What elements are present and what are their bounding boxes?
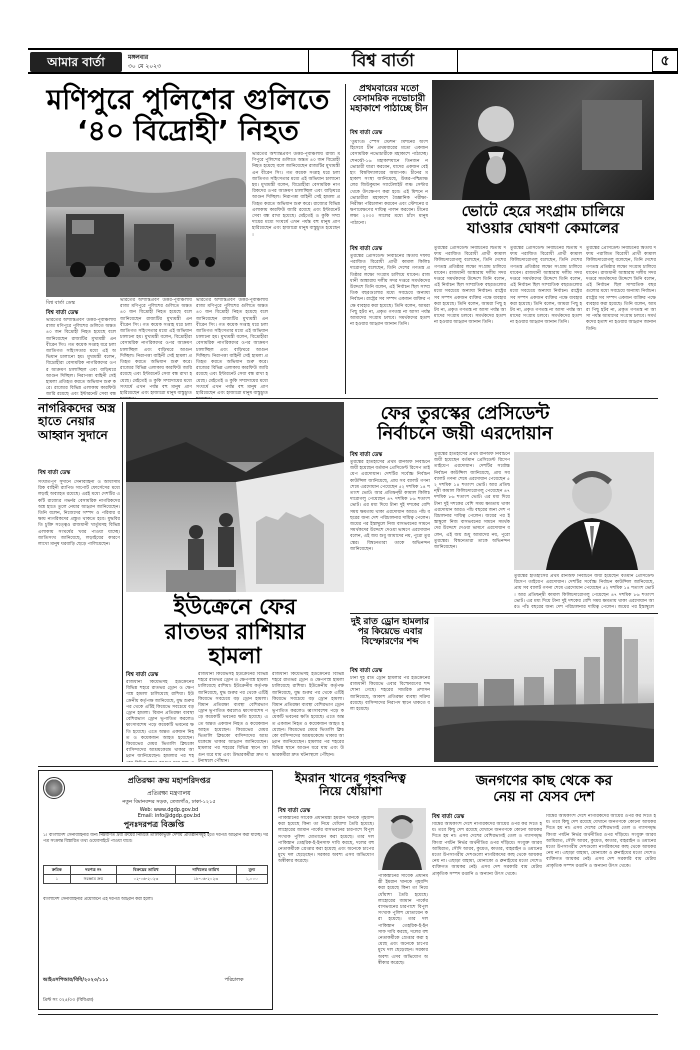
manipur-body-col1: ভারতের অশান্তিপ্রবণ উত্তর-পূর্বাঞ্চলীয় রাজ্য মণিপুরে পুলিশের গুলিতে অন্তত ৪০ জন বিদ্রোহী নিহত হয়েছে বলে জানিয়েছেন রাজ্যটির মুখ্যমন্ত্রী এন বীরেন সিং। গত কয়েক সপ্তাহ ধরে চলা জাতিগত সহিংসতার মধ্যে এই অভিযান চালানো হয়। মুখ্যমন্ত্রী বলেন, বিদ্রোহীরা বেসামরিক নাগরিকদের ওপর আক্রমণ চালাচ্ছিল এবং বাড়িঘরে আগুন দিচ্ছিল। নিরাপত্তা বাহিনী সেই হামলা প্রতিহত করতে অভিযান শুরু করে। রাজ্যের বিভিন্ন এলাকায় কারফিউ জারি রয়েছে এবং ইন্টারনেট সেবা বন্ধ (46, 318, 116, 398)
ad-table-row (44, 875, 268, 884)
section-title (308, 50, 458, 72)
ukraine-rubble-graphic (126, 402, 344, 592)
ad-footer: বাংলাদেশ সেনাবাহিনীর প্রয়োজনে এই দরপত্র আহ্বান করা হলো। (43, 897, 154, 902)
ukraine-headline-line1: ইউক্রেনে ফের (173, 595, 297, 620)
kemal-body-col2: তুরস্কের প্রেসিডেন্ট নির্বাচনের দ্বিতীয় দফায় পরাজিত বিরোধী প্রার্থী কামাল কিলিচদারোগলু বলেছেন, তিনি দেশের গণতন্ত্র প্রতিষ্ঠার লক্ষ্যে সংগ্রাম চালিয়ে যাবেন। রাজধানী আঙ্কারায় দলীয় সদর দপ্তরে সমর্থকদের উদ্দেশে তিনি বলেন, এই নির্বাচন ছিল সাম্প্রতিক বছরগুলোর মধ্যে সবচেয়ে অন্যায্য নির্বাচন। রাষ্ট্রের সব সম্পদ একজন ব্যক্তির পক্ষে ব্যবহার করা হয়েছে। তিনি বলেন, আমরা পিছু হটব না, প্রকৃত গণতন্ত্র না আসা পর্যন্ত আমাদের সংগ্রাম চলবে। সমর্থকদের হতাশ না হওয়ার আহ্বান জানান তিনি। (434, 246, 506, 326)
ad-org: প্রতিরক্ষা ক্রয় মহাপরিদপ্তর (127, 776, 211, 785)
kemal-body-col3: তুরস্কের প্রেসিডেন্ট নির্বাচনের দ্বিতীয় দফায় পরাজিত বিরোধী প্রার্থী কামাল কিলিচদারোগলু বলেছেন, তিনি দেশের গণতন্ত্র প্রতিষ্ঠার লক্ষ্যে সংগ্রাম চালিয়ে যাবেন। রাজধানী আঙ্কারায় দলীয় সদর দপ্তরে সমর্থকদের উদ্দেশে তিনি বলেন, এই নির্বাচন ছিল সাম্প্রতিক বছরগুলোর মধ্যে সবচেয়ে অন্যায্য নির্বাচন। রাষ্ট্রের সব সম্পদ একজন ব্যক্তির পক্ষে ব্যবহার করা হয়েছে। তিনি বলেন, আমরা পিছু হটব না, প্রকৃত গণতন্ত্র না আসা পর্যন্ত আমাদের সংগ্রাম চলবে। সমর্থকদের হতাশ না হওয়ার আহ্বান জানান তিনি। (510, 246, 582, 326)
page-number-text: ৫ (660, 53, 670, 69)
manipur-headline-line1: মণিপুরে পুলিশের গুলিতে (46, 83, 330, 116)
tax-headline (432, 774, 656, 805)
kemal-headline-line2: যাওয়ার ঘোষণা কেমালের (466, 218, 620, 237)
divider-h2 (350, 613, 658, 614)
kemal-headline-line1: ভোটে হেরে সংগ্রাম চালিয়ে (461, 202, 625, 220)
divider-civilians (122, 402, 123, 762)
erdogan-photo (514, 452, 654, 570)
ad-body: ১। বাংলাদেশ সেনাবাহিনীর জন্য নিম্নবর্ণিত দ্রব্য ক্রয়ের নিমিত্তে তালিকাভুক্ত দেশীয় প্রতিষ্ঠানসমূহ হতে দরপত্র আহ্বান করা যাচ্ছে। দরপত্র সংক্রান্ত বিস্তারিত তথ্য ওয়েবসাইটে পাওয়া যাবে। (43, 833, 268, 845)
manipur-headline (38, 84, 338, 147)
civilians-body: সংঘাতপূর্ণ সুদানে সেনাবাহিনী ও আধাসামরিক বাহিনী র‌্যাপিড সাপোর্ট ফোর্সেসের মধ্যে লড়াই অব্যাহত রয়েছে। এরই মধ্যে দেশটির একটি রাজ্যের গভর্নর বেসামরিক নাগরিকদের অস্ত্র হাতে তুলে নেয়ার আহ্বান জানিয়েছেন। তিনি বলেন, নিজেদের সম্পদ ও পরিবার রক্ষায় নাগরিকদের প্রস্তুত থাকতে হবে। যুদ্ধবিরতি চুক্তি সত্ত্বেও রাজধানী খার্তুমসহ বিভিন্ন এলাকায় সংঘর্ষের খবর পাওয়া যাচ্ছে। জাতিসংঘ জানিয়েছে, লড়াইয়ের কারণে লাখো মানুষ ঘরবাড়ি ছেড়ে পালিয়েছেন। (38, 480, 120, 548)
china-headline: প্রথমবারের মতো বেসামরিক নভোচারী মহাকাশে পাঠাচ্ছে চীন (350, 84, 428, 115)
ad-th-2: দরপত্র নং (70, 866, 116, 875)
manipur-photo (46, 152, 246, 297)
logo-text: আমার বার্তা (47, 55, 105, 69)
tender-ad (38, 770, 273, 1010)
explosion-body: টানা দুই রাত ড্রোন হামলার পর ইউক্রেনের রাজধানী কিয়েভে এবার বিস্ফোরণের শব্দ শোনা গেছে। শহরের সামরিক প্রশাসন জানিয়েছে, আকাশ প্রতিরক্ষা ব্যবস্থা সক্রিয় রয়েছে। বাসিন্দাদের নিরাপদ স্থানে থাকতে বলা হয়েছে। (350, 676, 430, 713)
tax-headline-line2: নেয় না যেসব দেশ (493, 788, 595, 805)
erdogan-portrait-graphic (514, 452, 654, 570)
section-title-text: বিশ্ব বার্তা (351, 51, 415, 71)
ad-email[interactable]: Email: info@dgdp.gov.bd (137, 813, 201, 819)
date-day: মঙ্গলবার (128, 54, 149, 61)
page-number (652, 50, 678, 72)
city-photo (434, 617, 654, 762)
masthead-logo (30, 52, 122, 72)
ad-th-1: ক্রমিক (44, 866, 71, 875)
imran-body-col1: পাকিস্তানের সাবেক প্রধানমন্ত্রী ইমরান খানকে গৃহবন্দি করা হয়েছে কিনা তা নিয়ে ধোঁয়াশা তৈরি হয়েছে। লাহোরের জামান পার্কের বাসভবনের চারপাশে বিপুল সংখ্যক পুলিশ মোতায়েন করা হয়েছে। তার দল পাকিস্তান তেহরিক-ই-ইনসাফ দাবি করছে, দলের বহু নেতাকর্মীকে গ্রেপ্তার করা হয়েছে এবং অনেকে চাপের মুখে দল ছেড়েছেন। সরকার অবশ্য এসব অভিযোগ অস্বীকার করেছে। (278, 816, 374, 865)
page-bottom-rule (38, 1014, 658, 1015)
kemal-body-col1: তুরস্কের প্রেসিডেন্ট নির্বাচনের দ্বিতীয় দফায় পরাজিত বিরোধী প্রার্থী কামাল কিলিচদারোগলু বলেছেন, তিনি দেশের গণতন্ত্র প্রতিষ্ঠার লক্ষ্যে সংগ্রাম চালিয়ে যাবেন। রাজধানী আঙ্কারায় দলীয় সদর দপ্তরে সমর্থকদের উদ্দেশে তিনি বলেন, এই নির্বাচন ছিল সাম্প্রতিক বছরগুলোর মধ্যে সবচেয়ে অন্যায্য নির্বাচন। রাষ্ট্রের সব সম্পদ একজন ব্যক্তির পক্ষে ব্যবহার করা হয়েছে। তিনি বলেন, আমরা পিছু হটব না, প্রকৃত গণতন্ত্র না আসা পর্যন্ত আমাদের সংগ্রাম চলবে। সমর্থকদের হতাশ না হওয়ার আহ্বান জানান তিনি। (350, 254, 430, 328)
ad-ministry: প্রতিরক্ষা মন্ত্রণালয় (147, 790, 191, 797)
tax-byline: বিশ্ব বার্তা ডেস্ক (432, 814, 465, 820)
manipur-trucks-graphic (46, 152, 246, 297)
imran-headline-line1: ইমরান খানের গৃহবন্দিত্ব (295, 771, 406, 785)
explosion-headline: দুই রাত ড্রোন হামলার পর কিয়েভে এবার বিস্ফোরণের শব্দ (351, 617, 429, 648)
ad-address: নতুন বিমানবন্দর সড়ক, তেজগাঁও, ঢাকা-১২১৫ (122, 799, 216, 805)
manipur-byline: বিশ্ব বার্তা ডেস্ক (46, 310, 79, 316)
ad-web[interactable]: Web: www.dgdp.gov.bd (139, 807, 199, 813)
ad-print: প্রিন্ট সং ০২৫/০৩ (বিবিএম) (43, 998, 94, 1003)
manipur-photo-caption: বিশ্ব বার্তা ডেস্ক (46, 300, 75, 306)
kemal-photo (432, 80, 654, 200)
city-skyline-graphic (434, 617, 654, 762)
tax-headline-line1: জনগণের কাছ থেকে কর (475, 773, 613, 789)
kemal-headline (432, 203, 654, 237)
erdogan-headline-line1: ফের তুরস্কের প্রেসিডেন্ট (380, 403, 550, 424)
china-byline: বিশ্ব বার্তা ডেস্ক (350, 130, 383, 136)
kemal-portrait-graphic (432, 80, 654, 200)
ukraine-body-col1: রাজধানী কিয়েভসহ ইউক্রেনের বিভিন্ন শহরে রাতভর ড্রোন ও ক্ষেপণাস্ত্র হামলা চালিয়েছে রাশিয়া। ইউক্রেনীয় কর্তৃপক্ষ জানিয়েছে, যুদ্ধ শুরুর পর থেকে এটিই কিয়েভে সবচেয়ে বড় ড্রোন হামলা। বিমান প্রতিরক্ষা ব্যবস্থা বেশিরভাগ ড্রোন ভূপাতিত করলেও ধ্বংসাবশেষ পড়ে কয়েকটি ভবনের ক্ষতি হয়েছে। এতে অন্তত একজন নিহত ও কয়েকজন আহত হয়েছেন। কিয়েভের মেয়র ভিতালি ক্লিচকো বাসিন্দাদের আশ্রয়কেন্দ্রে থাকার আহ্বান জানিয়েছেন। হামলার পর শহ (126, 680, 194, 760)
kemal-byline: বিশ্ব বার্তা ডেস্ক (350, 246, 383, 252)
imran-byline: বিশ্ব বার্তা ডেস্ক (278, 808, 311, 814)
ad-table-header (44, 866, 268, 875)
ukraine-headline-line3: হামলা (208, 644, 262, 670)
date-text: ৩০ মে ২০২৩ (128, 63, 161, 70)
ukraine-photo (126, 402, 344, 592)
masthead-date (128, 53, 188, 71)
erdogan-headline (350, 404, 580, 444)
erdogan-body-col3: তুরস্কের ইতিহাসের প্রথম রানঅফ নির্বাচনে জয়ী হয়েছেন বর্তমান প্রেসিডেন্ট রিসেপ তাইয়েপ এরদোয়ান। দেশটির সর্বোচ্চ নির্বাচন কাউন্সিল জানিয়েছে, প্রায় সব ব্যালট গণনা শেষে এরদোয়ান পেয়েছেন ৫২ দশমিক ১৪ শতাংশ ভোট। আর প্রতিদ্বন্দ্বী কামাল কিলিচদারোগলু পেয়েছেন ৪৭ দশমিক ৮৬ শতাংশ ভোট। এর মধ্য দিয়ে টানা দুই দশকের বেশি সময় ক্ষমতায় থাকা এরদোয়ান আরও পাঁচ বছরের জন্য দেশ পরিচালনার দায়িত্ব পেলেন। জয়ের পর ইস্তাম্বুলে (514, 574, 654, 610)
ukraine-headline (126, 596, 344, 670)
explosion-byline: বিশ্ব বার্তা ডেস্ক (350, 668, 383, 674)
erdogan-byline: বিশ্ব বার্তা ডেস্ক (350, 452, 383, 458)
kemal-body-col4: তুরস্কের প্রেসিডেন্ট নির্বাচনের দ্বিতীয় দফায় পরাজিত বিরোধী প্রার্থী কামাল কিলিচদারোগলু বলেছেন, তিনি দেশের গণতন্ত্র প্রতিষ্ঠার লক্ষ্যে সংগ্রাম চালিয়ে যাবেন। রাজধানী আঙ্কারায় দলীয় সদর দপ্তরে সমর্থকদের উদ্দেশে তিনি বলেন, এই নির্বাচন ছিল সাম্প্রতিক বছরগুলোর মধ্যে সবচেয়ে অন্যায্য নির্বাচন। রাষ্ট্রের সব সম্পদ একজন ব্যক্তির পক্ষে ব্যবহার করা হয়েছে। তিনি বলেন, আমরা পিছু হটব না, প্রকৃত গণতন্ত্র না আসা পর্যন্ত আমাদের সংগ্রাম চলবে। সমর্থকদের হতাশ না হওয়ার আহ্বান জানান তিনি। (586, 246, 656, 332)
ad-td-4: ১৮-০৬-২০২৩ (175, 875, 236, 884)
divider-h1 (38, 398, 658, 399)
ukraine-headline-line2: রাতভর রাশিয়ার (164, 619, 306, 645)
ad-th-3: বিক্রয়ের তারিখ (117, 866, 176, 875)
erdogan-headline-line2: নির্বাচনে জয়ী এরদোয়ান (377, 423, 553, 445)
ad-td-2: সরঞ্জাম ক্রয় (70, 875, 116, 884)
tax-body-col2: বিশ্বের অধিকাংশ দেশে নাগরিকদের আয়ের ওপর কর দিতে হয়। তবে কিছু দেশ রয়েছে যেখানে জনগণকে কোনো আয়কর দিতে হয় না। এসব দেশের বেশিরভাগই তেল ও গ্যাসসমৃদ্ধ কিংবা পর্যটন নির্ভর অর্থনীতির ওপর দাঁড়িয়ে। সংযুক্ত আরব আমিরাত, সৌদি আরব, কুয়েত, কাতার, বাহরাইন ও ওমানের মতো উপসাগরীয় দেশগুলো নাগরিকদের কাছ থেকে আয়কর নেয় না। এছাড়া বাহামা, মোনাকো ও ব্রুনাইয়ের মতো দেশেও ব্যক্তিগত আয়কর নেই। এসব দেশ সরকারি ব্যয় মেটায় প্রাকৃতিক সম্পদ রপ্তানি ও অন্যান্য উৎস থেকে। (546, 814, 656, 869)
masthead-bar (28, 48, 678, 74)
china-body: ‘তুয়াংগু স্পেস স্টেশন’ মিশনের অংশ হিসেবে চীন প্রথমবারের মতো একজন বেসামরিক নভোচারীকে মহাকাশে পাঠাচ্ছে। শেনঝৌ-১৬ মহাকাশযানে তিনজন নভোচারী যাত্রা করবেন, যাদের একজন বেইহাং বিশ্ববিদ্যালয়ের অধ্যাপক। চীনের মহাকাশ সংস্থা জানিয়েছে, উত্তর-পশ্চিমাঞ্চলের জিউকুয়ান স্যাটেলাইট লঞ্চ সেন্টার থেকে উৎক্ষেপণ করা হবে। এই মিশনে নভোচারীরা মহাকাশে বৈজ্ঞানিক পরীক্ষা-নিরীক্ষা পরিচালনা করবেন এবং স্টেশনের রক্ষণাবেক্ষণের দায়িত্ব পালন করবেন। চীনের লক্ষ্য ২০৩০ সালের মধ্যে চাঁদে মানুষ পাঠানো। (350, 140, 428, 226)
civilians-byline: বিশ্ব বার্তা ডেস্ক (38, 470, 71, 476)
ad-th-5: মূল্য (236, 866, 267, 875)
manipur-body-col2: ভারতের অশান্তিপ্রবণ উত্তর-পূর্বাঞ্চলীয় রাজ্য মণিপুরে পুলিশের গুলিতে অন্তত ৪০ জন বিদ্রোহী নিহত হয়েছে বলে জানিয়েছেন রাজ্যটির মুখ্যমন্ত্রী এন বীরেন সিং। গত কয়েক সপ্তাহ ধরে চলা জাতিগত সহিংসতার মধ্যে এই অভিযান চালানো হয়। মুখ্যমন্ত্রী বলেন, বিদ্রোহীরা বেসামরিক নাগরিকদের ওপর আক্রমণ চালাচ্ছিল এবং বাড়িঘরে আগুন দিচ্ছিল। নিরাপত্তা বাহিনী সেই হামলা প্রতিহত করতে অভিযান শুরু করে। রাজ্যের বিভিন্ন এলাকায় কারফিউ জারি রয়েছে এবং ইন্টারনেট সেবা বন্ধ রাখা হয়েছে। মেইতেই ও কুকি সম্প্রদায়ের মধ্যে সংঘর্ষে এখন পর্যন্ত বহু মানুষ প্রাণ হারিয়েছেন এবং হাজারো মানুষ বাস্তুচ্যুত (120, 298, 192, 397)
manipur-body-col4: ভারতের অশান্তিপ্রবণ উত্তর-পূর্বাঞ্চলীয় রাজ্য মণিপুরে পুলিশের গুলিতে অন্তত ৪০ জন বিদ্রোহী নিহত হয়েছে বলে জানিয়েছেন রাজ্যটির মুখ্যমন্ত্রী এন বীরেন সিং। গত কয়েক সপ্তাহ ধরে চলা জাতিগত সহিংসতার মধ্যে এই অভিযান চালানো হয়। মুখ্যমন্ত্রী বলেন, বিদ্রোহীরা বেসামরিক নাগরিকদের ওপর আক্রমণ চালাচ্ছিল এবং বাড়িঘরে আগুন দিচ্ছিল। নিরাপত্তা বাহিনী সেই হামলা প্রতিহত করতে অভিযান শুরু করে। রাজ্যের বিভিন্ন এলাকায় কারফিউ জারি রয়েছে এবং ইন্টারনেট সেবা বন্ধ রাখা হয়েছে। মেইতেই ও কুকি সম্প্রদায়ের মধ্যে সংঘর্ষে এখন পর্যন্ত বহু মানুষ প্রাণ হারিয়েছেন এবং হাজারো মানুষ বাস্তুচ্যুত হয়েছেন। (252, 152, 340, 238)
imran-photo (378, 808, 426, 870)
ad-title: পুনঃদরপত্র বিজ্ঞপ্তি (99, 819, 209, 833)
divider-h3 (38, 766, 658, 767)
erdogan-body-col2: তুরস্কের ইতিহাসের প্রথম রানঅফ নির্বাচনে জয়ী হয়েছেন বর্তমান প্রেসিডেন্ট রিসেপ তাইয়েপ এরদোয়ান। দেশটির সর্বোচ্চ নির্বাচন কাউন্সিল জানিয়েছে, প্রায় সব ব্যালট গণনা শেষে এরদোয়ান পেয়েছেন ৫২ দশমিক ১৪ শতাংশ ভোট। আর প্রতিদ্বন্দ্বী কামাল কিলিচদারোগলু পেয়েছেন ৪৭ দশমিক ৮৬ শতাংশ ভোট। এর মধ্য দিয়ে টানা দুই দশকের বেশি সময় ক্ষমতায় থাকা এরদোয়ান আরও পাঁচ বছরের জন্য দেশ পরিচালনার দায়িত্ব পেলেন। জয়ের পর ইস্তাম্বুলে নিজ বাসভবনের সামনে সমর্থকদের উদ্দেশে দেওয়া ভাষণে এরদোয়ান বলেন, এই জয় শুধু আমাদের নয়, পুরো তুরস্কের। বিশ্বনেতারা তাকে অভিনন্দন জানিয়েছেন। (434, 452, 510, 551)
ukraine-byline: বিশ্ব বার্তা ডেস্ক (126, 672, 159, 678)
ad-td-5: ১,০০০ (236, 875, 267, 884)
manipur-body-col3: ভারতের অশান্তিপ্রবণ উত্তর-পূর্বাঞ্চলীয় রাজ্য মণিপুরে পুলিশের গুলিতে অন্তত ৪০ জন বিদ্রোহী নিহত হয়েছে বলে জানিয়েছেন রাজ্যটির মুখ্যমন্ত্রী এন বীরেন সিং। গত কয়েক সপ্তাহ ধরে চলা জাতিগত সহিংসতার মধ্যে এই অভিযান চালানো হয়। মুখ্যমন্ত্রী বলেন, বিদ্রোহীরা বেসামরিক নাগরিকদের ওপর আক্রমণ চালাচ্ছিল এবং বাড়িঘরে আগুন দিচ্ছিল। নিরাপত্তা বাহিনী সেই হামলা প্রতিহত করতে অভিযান শুরু করে। রাজ্যের বিভিন্ন এলাকায় কারফিউ জারি রয়েছে এবং ইন্টারনেট সেবা বন্ধ রাখা হয়েছে। মেইতেই ও কুকি সম্প্রদায়ের মধ্যে সংঘর্ষে এখন পর্যন্ত বহু মানুষ প্রাণ হারিয়েছেন এবং হাজারো মানুষ বাস্তুচ্যুত (196, 298, 268, 397)
ad-emblem-icon (43, 777, 65, 799)
ad-table (43, 865, 268, 884)
ad-sign: পরিচালক (224, 977, 244, 983)
ukraine-body-col2: রাজধানী কিয়েভসহ ইউক্রেনের বিভিন্ন শহরে রাতভর ড্রোন ও ক্ষেপণাস্ত্র হামলা চালিয়েছে রাশিয়া। ইউক্রেনীয় কর্তৃপক্ষ জানিয়েছে, যুদ্ধ শুরুর পর থেকে এটিই কিয়েভে সবচেয়ে বড় ড্রোন হামলা। বিমান প্রতিরক্ষা ব্যবস্থা বেশিরভাগ ড্রোন ভূপাতিত করলেও ধ্বংসাবশেষ পড়ে কয়েকটি ভবনের ক্ষতি হয়েছে। এতে অন্তত একজন নিহত ও কয়েকজন আহত হয়েছেন। কিয়েভের মেয়র ভিতালি ক্লিচকো বাসিন্দাদের আশ্রয়কেন্দ্রে থাকার আহ্বান জানিয়েছেন। হামলার পর শহরের বিভিন্ন স্থানে আগুন ধরে যায় এবং উদ্ধারকর্মীরা দ্রুত ঘটনাস্থলে পৌঁছান। (198, 672, 268, 762)
ad-td-1: ১ (44, 875, 71, 884)
manipur-headline-line2: ‘৪০ বিদ্রোহী’ নিহত (77, 114, 299, 148)
divider-col-right (345, 84, 346, 394)
ukraine-body-col3: রাজধানী কিয়েভসহ ইউক্রেনের বিভিন্ন শহরে রাতভর ড্রোন ও ক্ষেপণাস্ত্র হামলা চালিয়েছে রাশিয়া। ইউক্রেনীয় কর্তৃপক্ষ জানিয়েছে, যুদ্ধ শুরুর পর থেকে এটিই কিয়েভে সবচেয়ে বড় ড্রোন হামলা। বিমান প্রতিরক্ষা ব্যবস্থা বেশিরভাগ ড্রোন ভূপাতিত করলেও ধ্বংসাবশেষ পড়ে কয়েকটি ভবনের ক্ষতি হয়েছে। এতে অন্তত একজন নিহত ও কয়েকজন আহত হয়েছেন। কিয়েভের মেয়র ভিতালি ক্লিচকো বাসিন্দাদের আশ্রয়কেন্দ্রে থাকার আহ্বান জানিয়েছেন। হামলার পর শহরের বিভিন্ন স্থানে আগুন ধরে যায় এবং উদ্ধারকর্মীরা দ্রুত ঘটনাস্থলে পৌঁছান। (272, 672, 344, 758)
imran-headline (278, 772, 423, 799)
tax-body-col1: বিশ্বের অধিকাংশ দেশে নাগরিকদের আয়ের ওপর কর দিতে হয়। তবে কিছু দেশ রয়েছে যেখানে জনগণকে কোনো আয়কর দিতে হয় না। এসব দেশের বেশিরভাগই তেল ও গ্যাসসমৃদ্ধ কিংবা পর্যটন নির্ভর অর্থনীতির ওপর দাঁড়িয়ে। সংযুক্ত আরব আমিরাত, সৌদি আরব, কুয়েত, কাতার, বাহরাইন ও ওমানের মতো উপসাগরীয় দেশগুলো নাগরিকদের কাছ থেকে আয়কর নেয় না। এছাড়া বাহামা, মোনাকো ও ব্রুনাইয়ের মতো দেশেও ব্যক্তিগত আয়কর নেই। এসব দেশ সরকারি ব্যয় মেটায় প্রাকৃতিক সম্পদ রপ্তানি ও অন্যান্য উৎস থেকে। (432, 822, 542, 877)
imran-portrait-graphic (378, 808, 426, 870)
civilians-headline: নাগরিকদের অস্ত্র হাতে নেয়ার আহ্বান সুদানে (38, 401, 116, 442)
imran-body-col2: পাকিস্তানের সাবেক প্রধানমন্ত্রী ইমরান খানকে গৃহবন্দি করা হয়েছে কিনা তা নিয়ে ধোঁয়াশা তৈরি হয়েছে। লাহোরের জামান পার্কের বাসভবনের চারপাশে বিপুল সংখ্যক পুলিশ মোতায়েন করা হয়েছে। তার দল পাকিস্তান তেহরিক-ই-ইনসাফ দাবি করছে, দলের বহু নেতাকর্মীকে গ্রেপ্তার করা হয়েছে এবং অনেকে চাপের মুখে দল ছেড়েছেন। সরকার অবশ্য এসব অভিযোগ অস্বীকার করেছে। (378, 874, 428, 966)
ad-th-4: দাখিলের তারিখ (175, 866, 236, 875)
imran-headline-line2: নিয়ে ধোঁয়াশা (319, 784, 382, 799)
ad-ref: আইএসপিআর/বিবি/২০২৩/১১১ (43, 977, 109, 983)
erdogan-body-col1: তুরস্কের ইতিহাসের প্রথম রানঅফ নির্বাচনে জয়ী হয়েছেন বর্তমান প্রেসিডেন্ট রিসেপ তাইয়েপ এরদোয়ান। দেশটির সর্বোচ্চ নির্বাচন কাউন্সিল জানিয়েছে, প্রায় সব ব্যালট গণনা শেষে এরদোয়ান পেয়েছেন ৫২ দশমিক ১৪ শতাংশ ভোট। আর প্রতিদ্বন্দ্বী কামাল কিলিচদারোগলু পেয়েছেন ৪৭ দশমিক ৮৬ শতাংশ ভোট। এর মধ্য দিয়ে টানা দুই দশকের বেশি সময় ক্ষমতায় থাকা এরদোয়ান আরও পাঁচ বছরের জন্য দেশ পরিচালনার দায়িত্ব পেলেন। জয়ের পর ইস্তাম্বুলে নিজ বাসভবনের সামনে সমর্থকদের উদ্দেশে দেওয়া ভাষণে এরদোয়ান বলেন, এই জয় শুধু আমাদের নয়, পুরো তুরস্কের। বিশ্বনেতারা তাকে অভিনন্দন জানিয়েছেন। (350, 460, 430, 552)
ad-td-3: ০২-০৬-২০২৩ (117, 875, 176, 884)
